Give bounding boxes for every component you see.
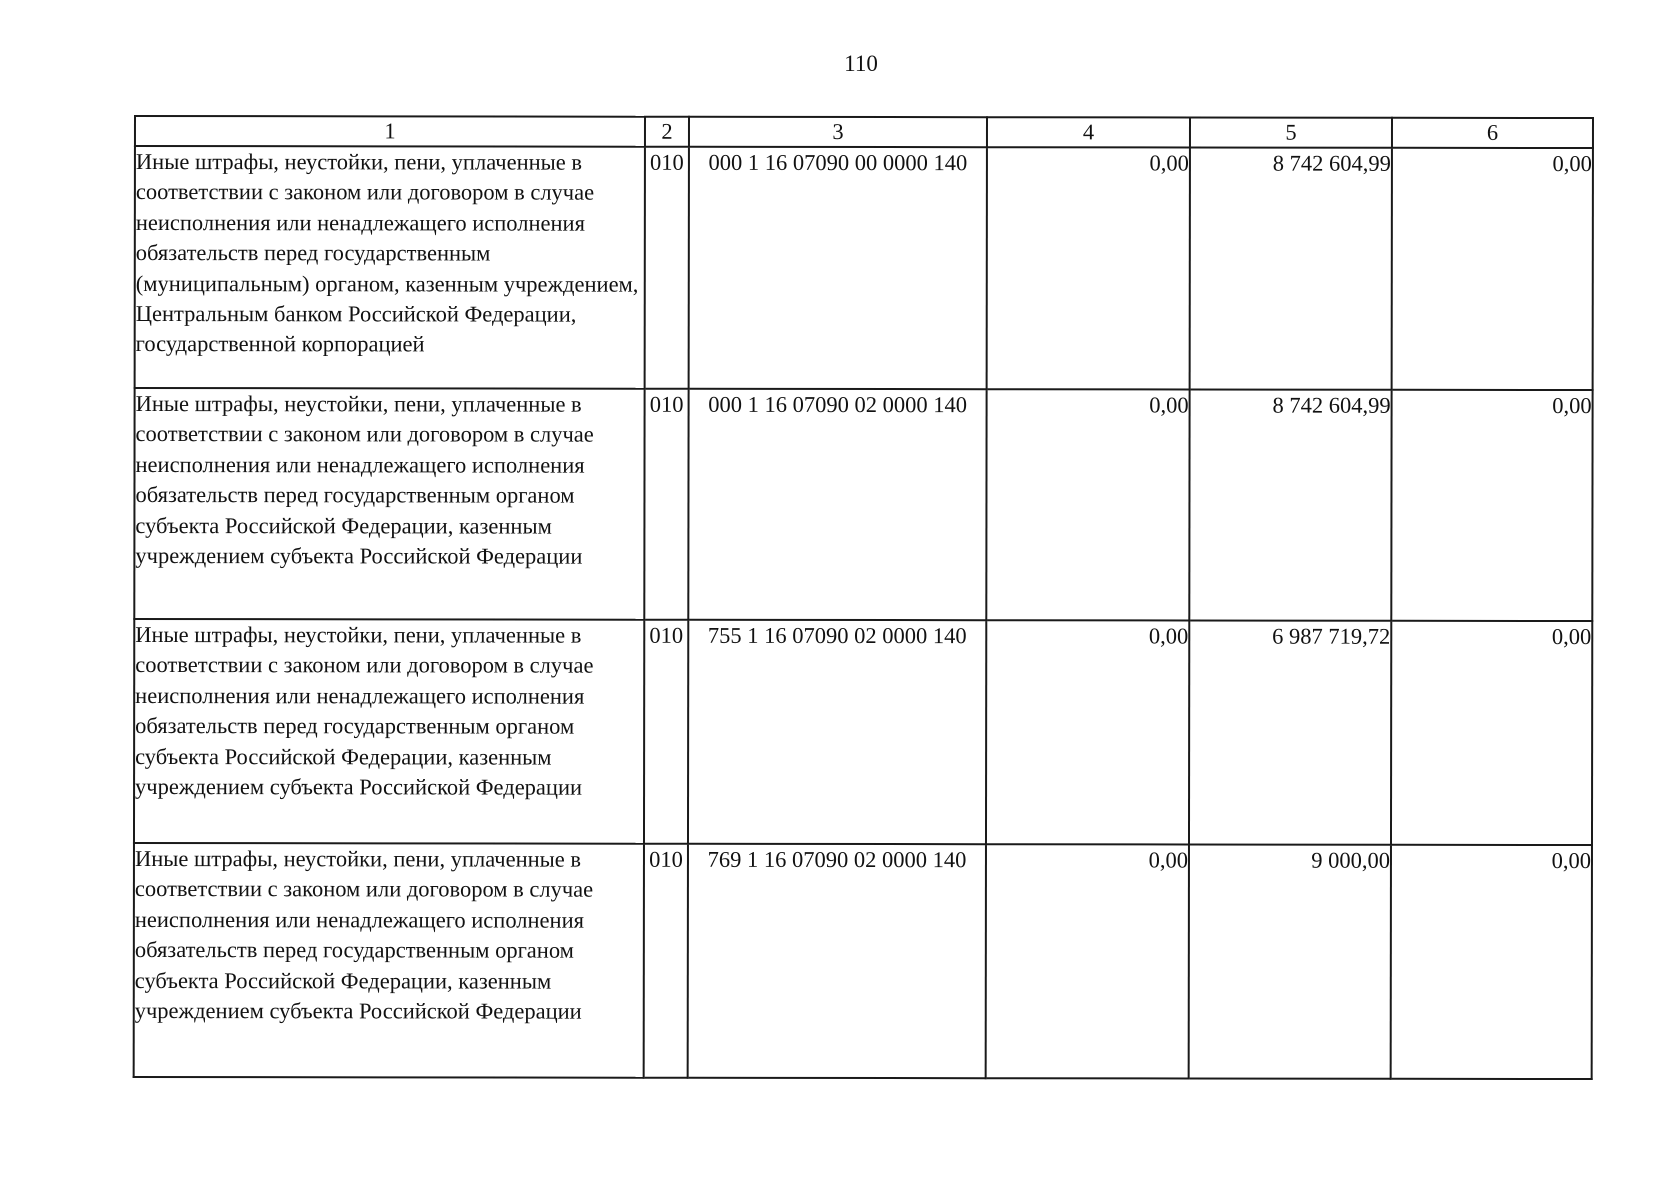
amount-column-4: 0,00 — [986, 844, 1189, 1078]
income-classification-code: 769 1 16 07090 02 0000 140 — [688, 844, 986, 1078]
column-header-4: 4 — [987, 117, 1190, 147]
amount-column-6: 0,00 — [1391, 845, 1592, 1079]
income-classification-code: 755 1 16 07090 02 0000 140 — [688, 620, 986, 844]
column-header-2: 2 — [645, 117, 689, 147]
amount-column-4: 0,00 — [986, 620, 1189, 844]
column-header-3: 3 — [689, 117, 987, 147]
amount-column-5: 8 742 604,99 — [1189, 389, 1391, 620]
table-row — [135, 146, 1593, 390]
income-classification-code: 000 1 16 07090 02 0000 140 — [688, 389, 986, 620]
table-row — [134, 388, 1592, 621]
income-report-table — [133, 115, 1594, 1080]
income-description: Иные штрафы, неустойки, пени, уплаченные в соответствии с законом или договором в случае неисполнения или ненадлежащего исполнения обязательств перед государственным органом субъекта Российской Федерации, казенным учреждением субъекта Российской Федерации — [134, 843, 644, 1078]
amount-column-4: 0,00 — [987, 147, 1190, 389]
amount-column-5: 9 000,00 — [1189, 844, 1391, 1078]
line-code: 010 — [644, 620, 688, 844]
amount-column-4: 0,00 — [986, 389, 1189, 620]
table-row — [134, 843, 1592, 1079]
amount-column-6: 0,00 — [1391, 621, 1592, 845]
income-description: Иные штрафы, неустойки, пени, уплаченные в соответствии с законом или договором в случае неисполнения или ненадлежащего исполнения обязательств перед государственным (муниципальным) органом, казенным учреждением, Центральным банком Российской Федерации, государственной корпорацией — [135, 146, 645, 389]
line-code: 010 — [644, 844, 688, 1078]
income-description: Иные штрафы, неустойки, пени, уплаченные в соответствии с законом или договором в случае неисполнения или ненадлежащего исполнения обязательств перед государственным органом субъекта Российской Федерации, казенным учреждением субъекта Российской Федерации — [134, 619, 644, 844]
column-header-6: 6 — [1392, 118, 1593, 148]
amount-column-5: 6 987 719,72 — [1189, 620, 1391, 844]
amount-column-5: 8 742 604,99 — [1190, 147, 1392, 389]
amount-column-6: 0,00 — [1391, 390, 1592, 621]
income-description: Иные штрафы, неустойки, пени, уплаченные в соответствии с законом или договором в случае неисполнения или ненадлежащего исполнения обязательств перед государственным органом субъекта Российской Федерации, казенным учреждением субъекта Российской Федерации — [134, 388, 644, 620]
line-code: 010 — [645, 147, 689, 389]
income-classification-code: 000 1 16 07090 00 0000 140 — [689, 147, 987, 389]
line-code: 010 — [644, 389, 688, 620]
table-row — [134, 619, 1592, 845]
column-header-1: 1 — [135, 116, 645, 147]
amount-column-6: 0,00 — [1392, 148, 1593, 390]
column-number-header-row — [135, 116, 1593, 148]
page-number: 110 — [844, 51, 878, 76]
column-header-5: 5 — [1190, 117, 1392, 147]
